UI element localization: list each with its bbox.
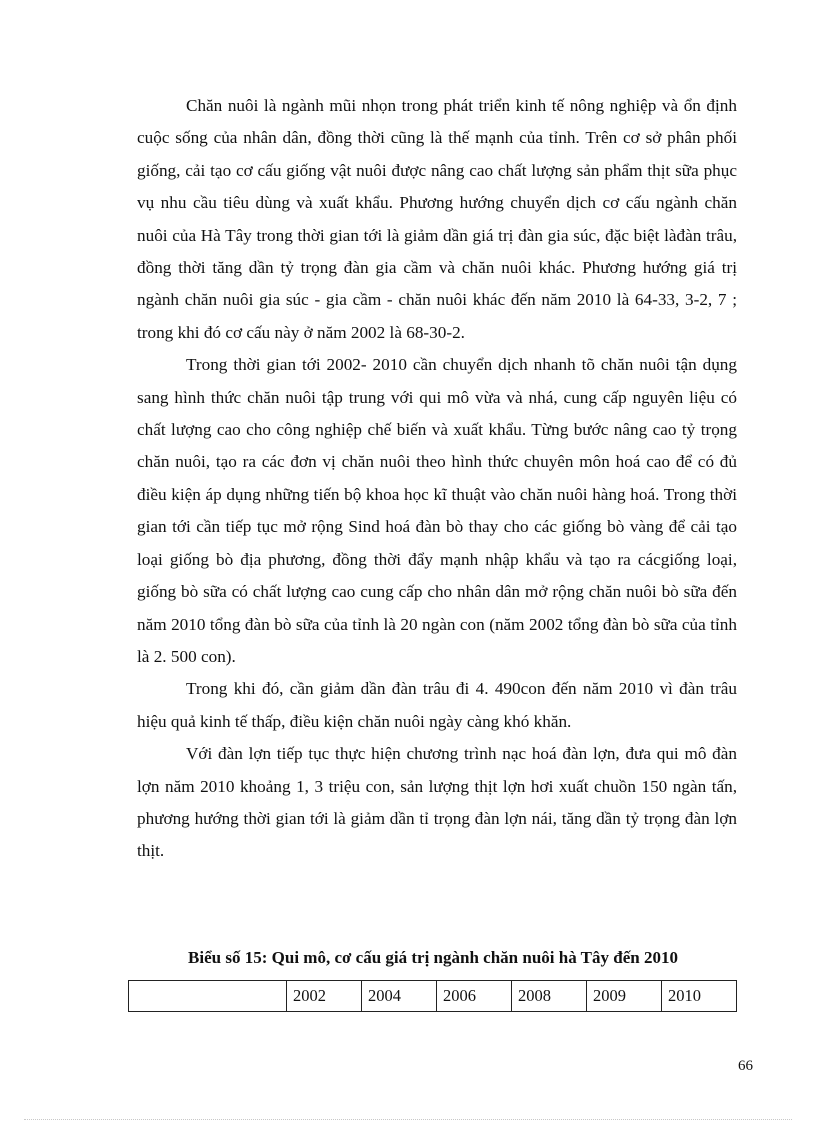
header-cell-year: 2009 [587, 981, 662, 1012]
page-bottom-divider [24, 1119, 792, 1120]
header-cell-year: 2004 [362, 981, 437, 1012]
livestock-value-table [128, 980, 737, 1012]
header-cell-year: 2006 [437, 981, 512, 1012]
body-text [137, 90, 737, 868]
paragraph-livestock-overview: Chăn nuôi là ngành mũi nhọn trong phát triển kinh tế nông nghiệp và ổn định cuộc sống của nhân dân, đồng thời cũng là thế mạnh của tỉnh. Trên cơ sở phân phối giống, cải tạo cơ cấu giống vật nuôi được nâng cao chất lượng sản phẩm thịt sữa phục vụ nhu cầu tiêu dùng và xuất khẩu. Phương hướng chuyển dịch cơ cấu ngành chăn nuôi của Hà Tây trong thời gian tới là giảm dần giá trị đàn gia súc, đặc biệt làđàn trâu, đồng thời tăng dần tỷ trọng đàn gia cầm và chăn nuôi khác. Phương hướng giá trị ngành chăn nuôi gia súc - gia cầm - chăn nuôi khác đến năm 2010 là 64-33, 3-2, 7 ; trong khi đó cơ cấu này ở năm 2002 là 68-30-2. [137, 96, 737, 342]
table-caption: Biểu số 15: Qui mô, cơ cấu giá trị ngành chăn nuôi hà Tây đến 2010 [188, 948, 678, 967]
table-header-row [129, 981, 737, 1012]
paragraph-pigs: Với đàn lợn tiếp tục thực hiện chương trình nạc hoá đàn lợn, đưa qui mô đàn lợn năm 2010 khoảng 1, 3 triệu con, sản lượng thịt lợn hơi xuất chuồn 150 ngàn tấn, phương hướng thời gian tới là giảm dần tỉ trọng đàn lợn nái, tăng dần tỷ trọng đàn lợn thịt. [137, 744, 737, 861]
header-cell-empty [129, 981, 287, 1012]
page-number: 66 [738, 1058, 753, 1074]
header-cell-year: 2010 [662, 981, 737, 1012]
paragraph-buffalo: Trong khi đó, cần giảm dần đàn trâu đi 4. 490con đến năm 2010 vì đàn trâu hiệu quả kinh tế thấp, điều kiện chăn nuôi ngày càng khó khăn. [137, 679, 737, 731]
header-cell-year: 2002 [287, 981, 362, 1012]
header-cell-year: 2008 [512, 981, 587, 1012]
paragraph-2002-2010-plan: Trong thời gian tới 2002- 2010 cần chuyển dịch nhanh tõ chăn nuôi tận dụng sang hình thức chăn nuôi tập trung với qui mô vừa và nhá, cung cấp nguyên liệu có chất lượng cao cho công nghiệp chế biến và xuất khẩu. Từng bước nâng cao tỷ trọng chăn nuôi, tạo ra các đơn vị chăn nuôi theo hình thức chuyên môn hoá cao để có đủ điều kiện áp dụng những tiến bộ khoa học kĩ thuật vào chăn nuôi hàng hoá. Trong thời gian tới cần tiếp tục mở rộng Sind hoá đàn bò thay cho các giống bò vàng để cải tạo loại giống bò địa phương, đồng thời đẩy mạnh nhập khẩu và tạo ra cácgiống loại, giống bò sữa có chất lượng cao cung cấp cho nhân dân mở rộng chăn nuôi bò sữa đến năm 2010 tổng đàn bò sữa của tỉnh là 20 ngàn con (năm 2002 tổng đàn bò sữa của tỉnh là 2. 500 con). [137, 355, 737, 666]
